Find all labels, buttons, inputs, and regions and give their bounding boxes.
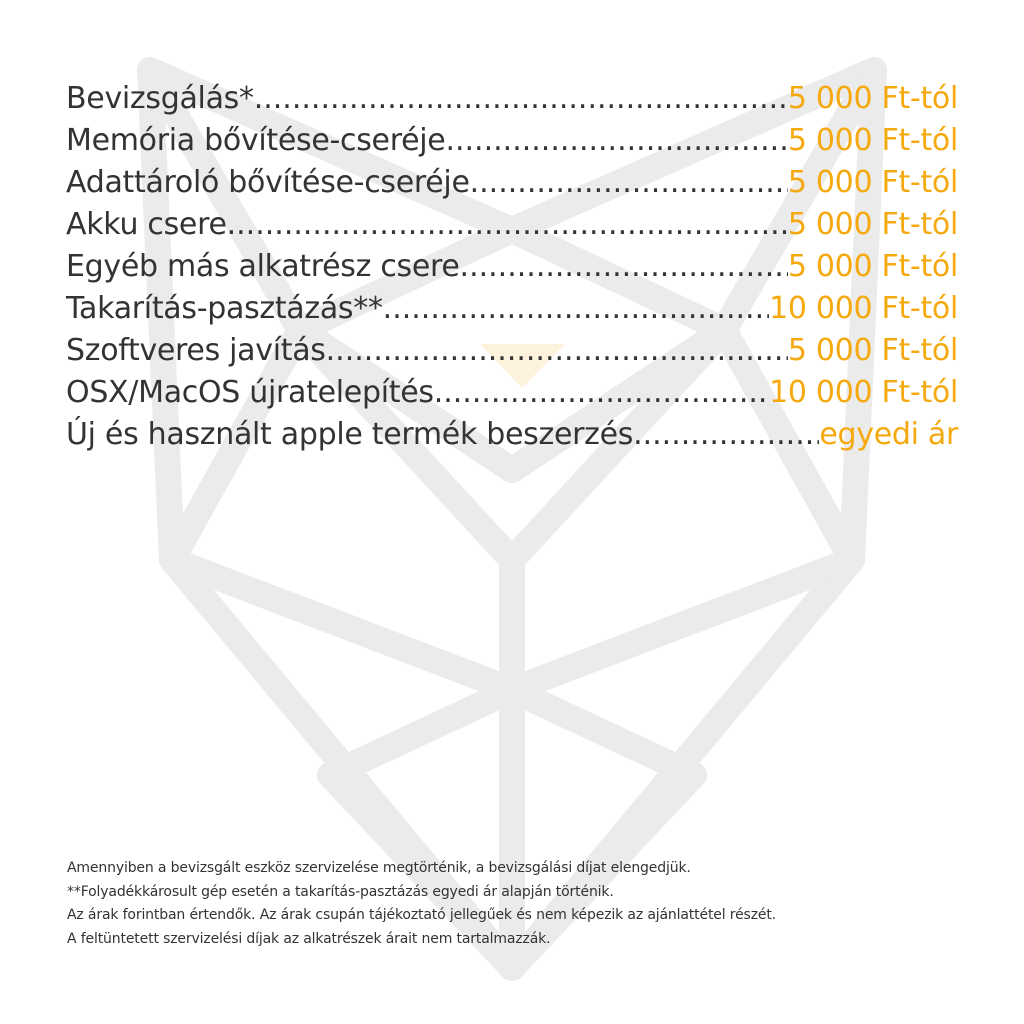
price-row: [66, 120, 958, 162]
footnote-currency: Az árak forintban értendők. Az árak csupán tájékoztató jellegűek és nem képezik az ajánlattétel részét.: [67, 907, 776, 923]
dot-leader: [254, 78, 788, 120]
dot-leader: [633, 414, 819, 456]
dot-leader: [383, 288, 769, 330]
service-price: 5 000 Ft-tól: [787, 165, 958, 200]
footnote-inspection: Amennyiben a bevizsgált eszköz szervizelése megtörténik, a bevizsgálási díjat elengedjük.: [67, 860, 691, 876]
price-row: [66, 78, 958, 120]
service-name: Egyéb más alkatrész csere: [66, 249, 460, 284]
service-name: Memória bővítése-cseréje: [66, 123, 446, 158]
service-price: 5 000 Ft-tól: [787, 81, 958, 116]
service-price: egyedi ár: [819, 417, 958, 452]
service-name: Új és használt apple termék beszerzés: [66, 417, 634, 452]
price-row: [66, 330, 958, 372]
dot-leader: [445, 120, 787, 162]
service-name: OSX/MacOS újratelepítés: [66, 375, 434, 410]
service-price: 5 000 Ft-tól: [787, 333, 958, 368]
dot-leader: [434, 372, 769, 414]
price-row: [66, 204, 958, 246]
dot-leader: [326, 330, 788, 372]
service-name: Szoftveres javítás: [66, 333, 326, 368]
service-name: Akku csere: [66, 207, 227, 242]
service-name: Bevizsgálás*: [66, 81, 254, 116]
footnotes: [67, 857, 967, 951]
price-row: [66, 246, 958, 288]
service-price: 10 000 Ft-tól: [769, 291, 958, 326]
dot-leader: [227, 204, 788, 246]
service-price: 5 000 Ft-tól: [787, 123, 958, 158]
service-name: Takarítás-pasztázás**: [66, 291, 383, 326]
price-row: [66, 372, 958, 414]
service-name: Adattároló bővítése-cseréje: [66, 165, 470, 200]
price-list: [66, 78, 958, 456]
dot-leader: [470, 162, 788, 204]
service-price: 10 000 Ft-tól: [769, 375, 958, 410]
price-row: [66, 288, 958, 330]
footnote-parts: A feltüntetett szervizelési díjak az alkatrészek árait nem tartalmazzák.: [67, 930, 551, 947]
price-row: [66, 162, 958, 204]
dot-leader: [460, 246, 788, 288]
service-price: 5 000 Ft-tól: [787, 207, 958, 242]
price-row: [66, 414, 958, 456]
service-price: 5 000 Ft-tól: [787, 249, 958, 284]
footnote-liquid-damage: **Folyadékkárosult gép esetén a takarítás-pasztázás egyedi ár alapján történik.: [67, 883, 614, 900]
